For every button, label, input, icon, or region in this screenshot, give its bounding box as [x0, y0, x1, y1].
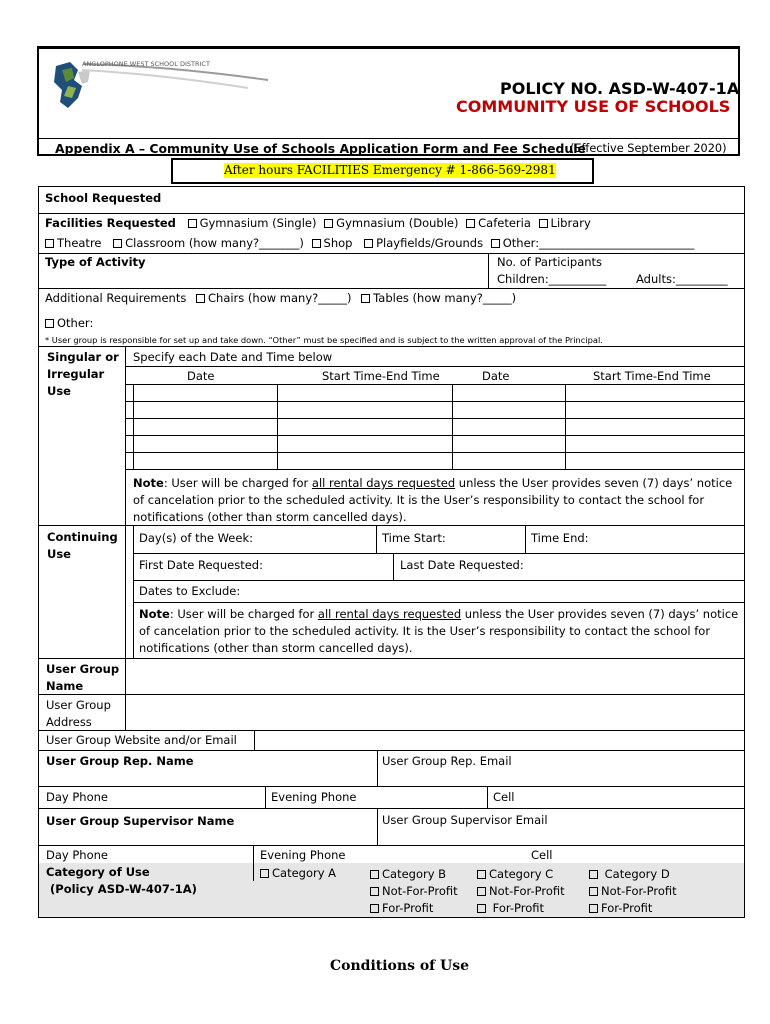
- cell-field[interactable]: Cell: [493, 790, 515, 804]
- first-date-field[interactable]: First Date Requested:: [139, 558, 263, 572]
- category-a-label: Category A: [272, 866, 337, 880]
- setup-footnote: * User group is responsible for set up and take down. “Other” must be specified and is subject to the written approval of the Principal.: [45, 335, 603, 345]
- supervisor-name-label: User Group Supervisor Name: [46, 814, 235, 828]
- group-name-field[interactable]: [126, 659, 744, 693]
- category-d-fp-checkbox[interactable]: [589, 904, 598, 913]
- district-logo: [48, 52, 278, 122]
- group-address-label-2: Address: [46, 715, 92, 729]
- website-field[interactable]: [255, 731, 744, 750]
- additional-row: [45, 291, 516, 306]
- policy-number: POLICY NO. ASD-W-407-1A: [500, 79, 740, 98]
- additional-other-label: Other:: [57, 316, 94, 330]
- facilities-row-2: [45, 236, 694, 251]
- additional-other-checkbox[interactable]: [45, 319, 54, 328]
- district-name: ANGLOPHONE WEST SCHOOL DISTRICT: [82, 60, 210, 68]
- library-checkbox[interactable]: [539, 219, 548, 228]
- col-time-1: Start Time-End Time: [322, 369, 440, 383]
- category-b-col: [370, 866, 458, 917]
- type-of-activity-label: Type of Activity: [45, 255, 146, 269]
- continuing-label-1: Continuing: [47, 530, 118, 544]
- time-start-field[interactable]: Time Start:: [382, 531, 446, 545]
- gym-double-checkbox[interactable]: [324, 219, 333, 228]
- policy-title: COMMUNITY USE OF SCHOOLS: [456, 97, 731, 116]
- singular-label-3: Use: [47, 384, 71, 398]
- continuing-note: [139, 606, 739, 657]
- theatre-label: Theatre: [57, 236, 102, 250]
- group-address-label-1: User Group: [46, 698, 111, 712]
- note-label: Note: [133, 476, 164, 490]
- facilities-label: Facilities Requested: [45, 216, 176, 230]
- website-label: User Group Website and/or Email: [46, 733, 237, 747]
- last-date-field[interactable]: Last Date Requested:: [400, 558, 524, 572]
- note-underlined: all rental days requested: [317, 607, 462, 621]
- shop-checkbox[interactable]: [312, 239, 321, 248]
- category-b-label: Category B: [382, 867, 447, 881]
- note-text-rest: unless the User provides seven (7) days’ notice of cancelation prior to the scheduled activity. It is the User’s responsibility to contact the school for notifications (other than storm cancelled days).: [133, 476, 733, 524]
- cell-2-field[interactable]: Cell: [531, 848, 553, 862]
- col-date-2: Date: [482, 369, 510, 383]
- note-text: : User will be charged for: [169, 607, 318, 621]
- category-c-checkbox[interactable]: [477, 870, 486, 879]
- participants-label: No. of Participants: [497, 255, 603, 269]
- facility-other-label: Other:___________________________: [502, 236, 695, 250]
- emergency-number: After hours FACILITIES Emergency # 1-866-569-2981: [224, 163, 556, 177]
- chairs-label: Chairs (how many?_____): [208, 291, 352, 305]
- note-text: : User will be charged for: [163, 476, 312, 490]
- adults-field[interactable]: Adults:_________: [636, 272, 728, 286]
- day-phone-2-field[interactable]: Day Phone: [46, 848, 108, 862]
- facilities-row-1: [45, 216, 591, 231]
- children-field[interactable]: Children:__________: [497, 272, 607, 286]
- additional-label: Additional Requirements: [45, 291, 187, 305]
- playfields-label: Playfields/Grounds: [376, 236, 484, 250]
- library-label: Library: [550, 216, 591, 230]
- category-d-nfp-checkbox[interactable]: [589, 887, 598, 896]
- evening-phone-2-field[interactable]: Evening Phone: [260, 848, 346, 862]
- category-c-fp-label: For-Profit: [492, 901, 545, 915]
- school-requested-label: School Requested: [45, 191, 162, 205]
- supervisor-email-field[interactable]: User Group Supervisor Email: [382, 813, 548, 827]
- tables-label: Tables (how many?_____): [373, 291, 517, 305]
- playfields-checkbox[interactable]: [364, 239, 373, 248]
- conditions-heading: Conditions of Use: [330, 958, 470, 974]
- day-phone-field[interactable]: Day Phone: [46, 790, 108, 804]
- category-d-col: [589, 866, 677, 917]
- category-b-nfp-checkbox[interactable]: [370, 887, 379, 896]
- category-a-checkbox[interactable]: [260, 869, 269, 878]
- group-name-label-2: Name: [46, 679, 84, 693]
- cafeteria-checkbox[interactable]: [466, 219, 475, 228]
- singular-label-2: Irregular: [47, 367, 105, 381]
- category-c-fp-checkbox[interactable]: [477, 904, 486, 913]
- col-time-2: Start Time-End Time: [593, 369, 711, 383]
- category-a: [260, 866, 336, 881]
- gym-single-checkbox[interactable]: [188, 219, 197, 228]
- specify-dates: Specify each Date and Time below: [133, 350, 333, 364]
- tables-checkbox[interactable]: [361, 294, 370, 303]
- category-b-fp-label: For-Profit: [382, 901, 434, 915]
- group-name-label-1: User Group: [46, 662, 120, 676]
- category-c-nfp-label: Not-For-Profit: [489, 884, 565, 898]
- schedule-grid[interactable]: [126, 385, 744, 469]
- category-label-1: Category of Use: [46, 865, 150, 879]
- facility-other-checkbox[interactable]: [491, 239, 500, 248]
- category-d-checkbox[interactable]: [589, 870, 598, 879]
- category-d-nfp-label: Not-For-Profit: [601, 884, 677, 898]
- singular-note: [133, 475, 738, 526]
- appendix-title: Appendix A – Community Use of Schools Application Form and Fee Schedule: [55, 141, 586, 156]
- dates-exclude-field[interactable]: Dates to Exclude:: [139, 584, 241, 598]
- group-address-field[interactable]: [126, 695, 744, 729]
- col-date-1: Date: [187, 369, 215, 383]
- classroom-label: Classroom (how many?_______): [125, 236, 304, 250]
- category-c-label: Category C: [489, 867, 554, 881]
- time-end-field[interactable]: Time End:: [531, 531, 589, 545]
- classroom-checkbox[interactable]: [113, 239, 122, 248]
- category-b-checkbox[interactable]: [370, 870, 379, 879]
- days-of-week-field[interactable]: Day(s) of the Week:: [139, 531, 253, 545]
- category-label-2: (Policy ASD-W-407-1A): [46, 882, 197, 896]
- gym-double-label: Gymnasium (Double): [336, 216, 459, 230]
- rep-email-field[interactable]: User Group Rep. Email: [382, 754, 512, 768]
- chairs-checkbox[interactable]: [196, 294, 205, 303]
- cafeteria-label: Cafeteria: [478, 216, 531, 230]
- theatre-checkbox[interactable]: [45, 239, 54, 248]
- note-underlined: all rental days requested: [311, 476, 456, 490]
- category-b-fp-checkbox[interactable]: [370, 904, 379, 913]
- additional-other: [45, 316, 93, 331]
- category-b-nfp-label: Not-For-Profit: [382, 884, 458, 898]
- category-d-label: Category D: [604, 867, 670, 881]
- gym-single-label: Gymnasium (Single): [199, 216, 317, 230]
- category-c-nfp-checkbox[interactable]: [477, 887, 486, 896]
- shop-label: Shop: [323, 236, 353, 250]
- continuing-label-2: Use: [47, 547, 71, 561]
- rep-name-label: User Group Rep. Name: [46, 754, 194, 768]
- effective-date: (Effective September 2020): [570, 142, 727, 155]
- category-c-col: [477, 866, 565, 917]
- evening-phone-field[interactable]: Evening Phone: [271, 790, 357, 804]
- singular-label-1: Singular or: [47, 350, 119, 364]
- note-text-rest: unless the User provides seven (7) days’ notice of cancelation prior to the scheduled activity. It is the User’s responsibility to contact the school for notifications (other than storm cancelled days).: [139, 607, 739, 655]
- note-label: Note: [139, 607, 170, 621]
- category-d-fp-label: For-Profit: [601, 901, 653, 915]
